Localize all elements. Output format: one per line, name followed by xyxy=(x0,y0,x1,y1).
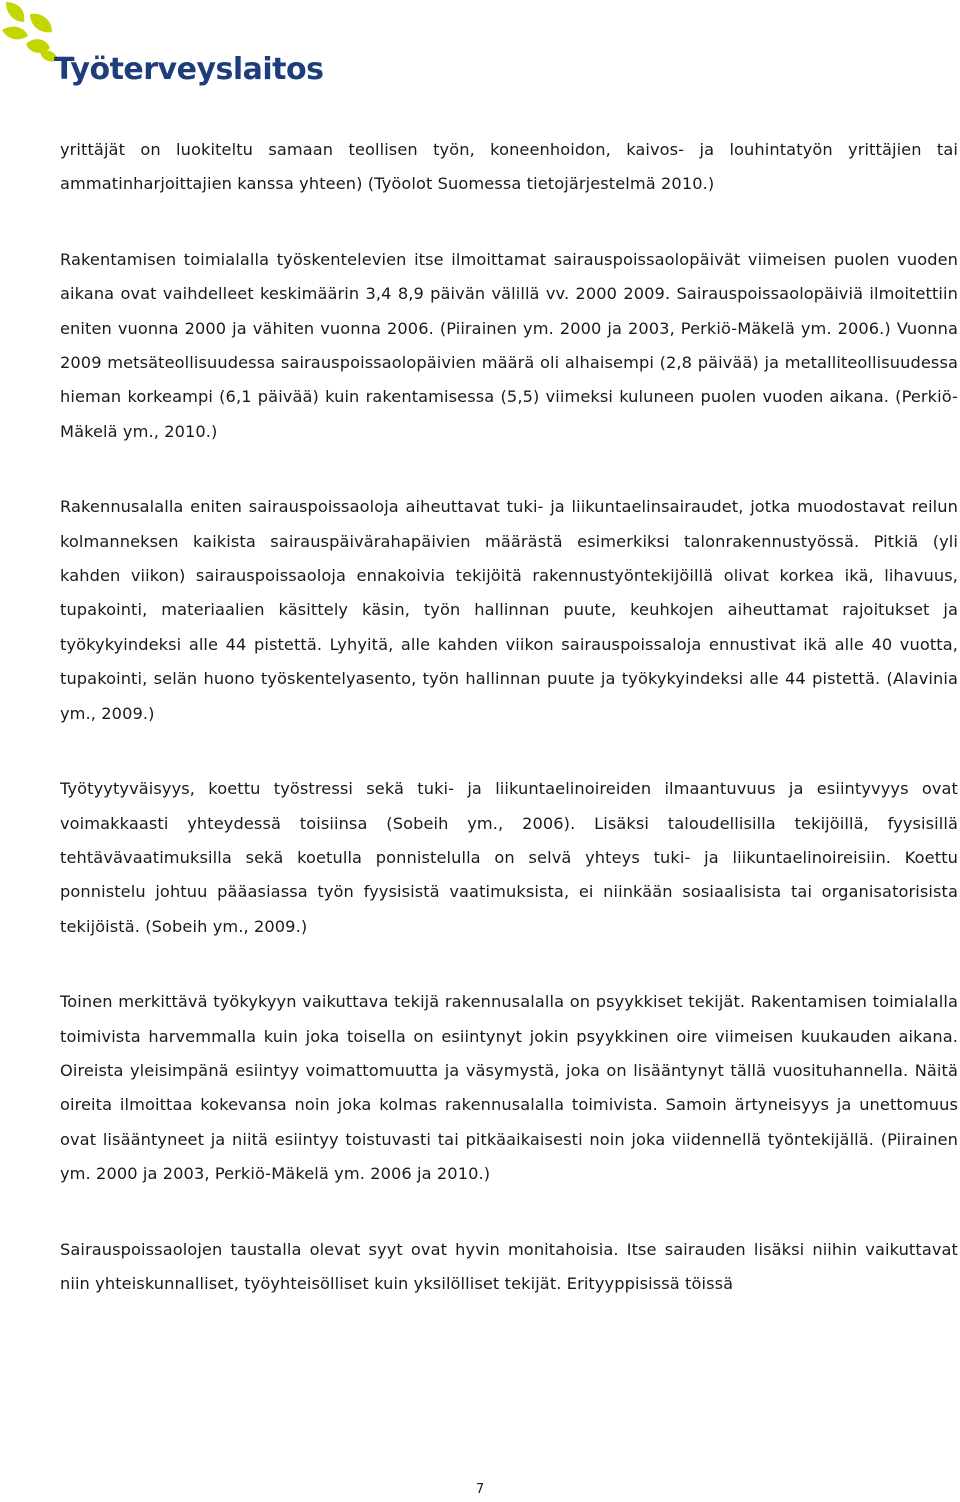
paragraph: Toinen merkittävä työkykyyn vaikuttava tekijä rakennusalalla on psyykkiset tekijät. Rakentamisen toimialalla toimivista harvemmalla kuin joka toisella on esiintynyt jokin psyykkinen oire viimeisen kuukauden aikana. Oireista yleisimpänä esiintyy voimattomuutta ja väsymystä, joka on lisääntynyt tällä vuosituhannella. Näitä oireita ilmoittaa kokevansa noin joka kolmas rakennusalalla toimivista. Samoin ärtyneisyys ja unettomuus ovat lisääntyneet ja niitä esiintyy toistuvasti tai pitkäaikaisesti noin joka viidennellä työntekijällä. (Piirainen ym. 2000 ja 2003, Perkiö-Mäkelä ym. 2006 ja 2010.) xyxy=(60,992,958,1184)
logo-wordmark: Työterveyslaitos xyxy=(54,52,324,87)
page-number: 7 xyxy=(475,1482,485,1497)
logo xyxy=(0,0,324,100)
paragraph: Sairauspoissaolojen taustalla olevat syyt ovat hyvin monitahoisia. Itse sairauden lisäksi niihin vaikuttavat niin yhteiskunnalliset, työyhteisölliset kuin yksilölliset tekijät. Erityyppisissä töissä xyxy=(60,1239,958,1293)
paragraph: Rakentamisen toimialalla työskentelevien itse ilmoittamat sairauspoissaolopäivät viimeisen puolen vuoden aikana ovat vaihdelleet keskimäärin 3,4 8,9 päivän välillä vv. 2000 2009. Sairauspoissaolopäiviä ilmoitettiin eniten vuonna 2000 ja vähiten vuonna 2006. (Piirainen ym. 2000 ja 2003, Perkiö-Mäkelä ym. 2006.) Vuonna 2009 metsäteollisuudessa sairauspoissaolopäivien määrä oli alhaisempi (2,8 päivää) ja metalliteollisuudessa hieman korkeampi (6,1 päivää) kuin rakentamisessa (5,5) viimeksi kuluneen puolen vuoden aikana. (Perkiö-Mäkelä ym., 2010.) xyxy=(60,249,958,441)
paragraph: yrittäjät on luokiteltu samaan teollisen työn, koneenhoidon, kaivos- ja louhintatyön yrittäjien tai ammatinharjoittajien kanssa yhteen) (Työolot Suomessa tietojärjestelmä 2010.) xyxy=(60,140,958,194)
paragraph: Työtyytyväisyys, koettu työstressi sekä tuki- ja liikuntaelinoireiden ilmaantuvuus ja esiintyvyys ovat voimakkaasti yhteydessä toisiinsa (Sobeih ym., 2006). Lisäksi taloudellisilla tekijöillä, fyysisillä tehtävävaatimuksilla sekä koetulla ponnistelulla on selvä yhteys tuki- ja liikuntaelinoireisiin. Koettu ponnistelu johtuu pääasiassa työn fyysisistä vaatimuksista, ei niinkään sosiaalisista tai organisatorisista tekijöistä. (Sobeih ym., 2009.) xyxy=(60,779,958,936)
document-body xyxy=(60,133,958,1342)
paragraph: Rakennusalalla eniten sairauspoissaoloja aiheuttavat tuki- ja liikuntaelinsairaudet, jotka muodostavat reilun kolmanneksen kaikista sairauspäivärahapäivien määrästä esimerkiksi talonrakennustyössä. Pitkiä (yli kahden viikon) sairauspoissaoloja ennakoivia tekijöitä rakennustyöntekijöillä olivat korkea ikä, lihavuus, tupakointi, materiaalien käsittely käsin, työn hallinnan puute, keuhkojen aiheuttamat rajoitukset ja työkykyindeksi alle 44 pistettä. Lyhyitä, alle kahden viikon sairauspoissaloja ennustivat ikä alle 40 vuotta, tupakointi, selän huono työskentelyasento, työn hallinnan puute ja työkykyindeksi alle 44 pistettä. (Alavinia ym., 2009.) xyxy=(60,497,958,723)
